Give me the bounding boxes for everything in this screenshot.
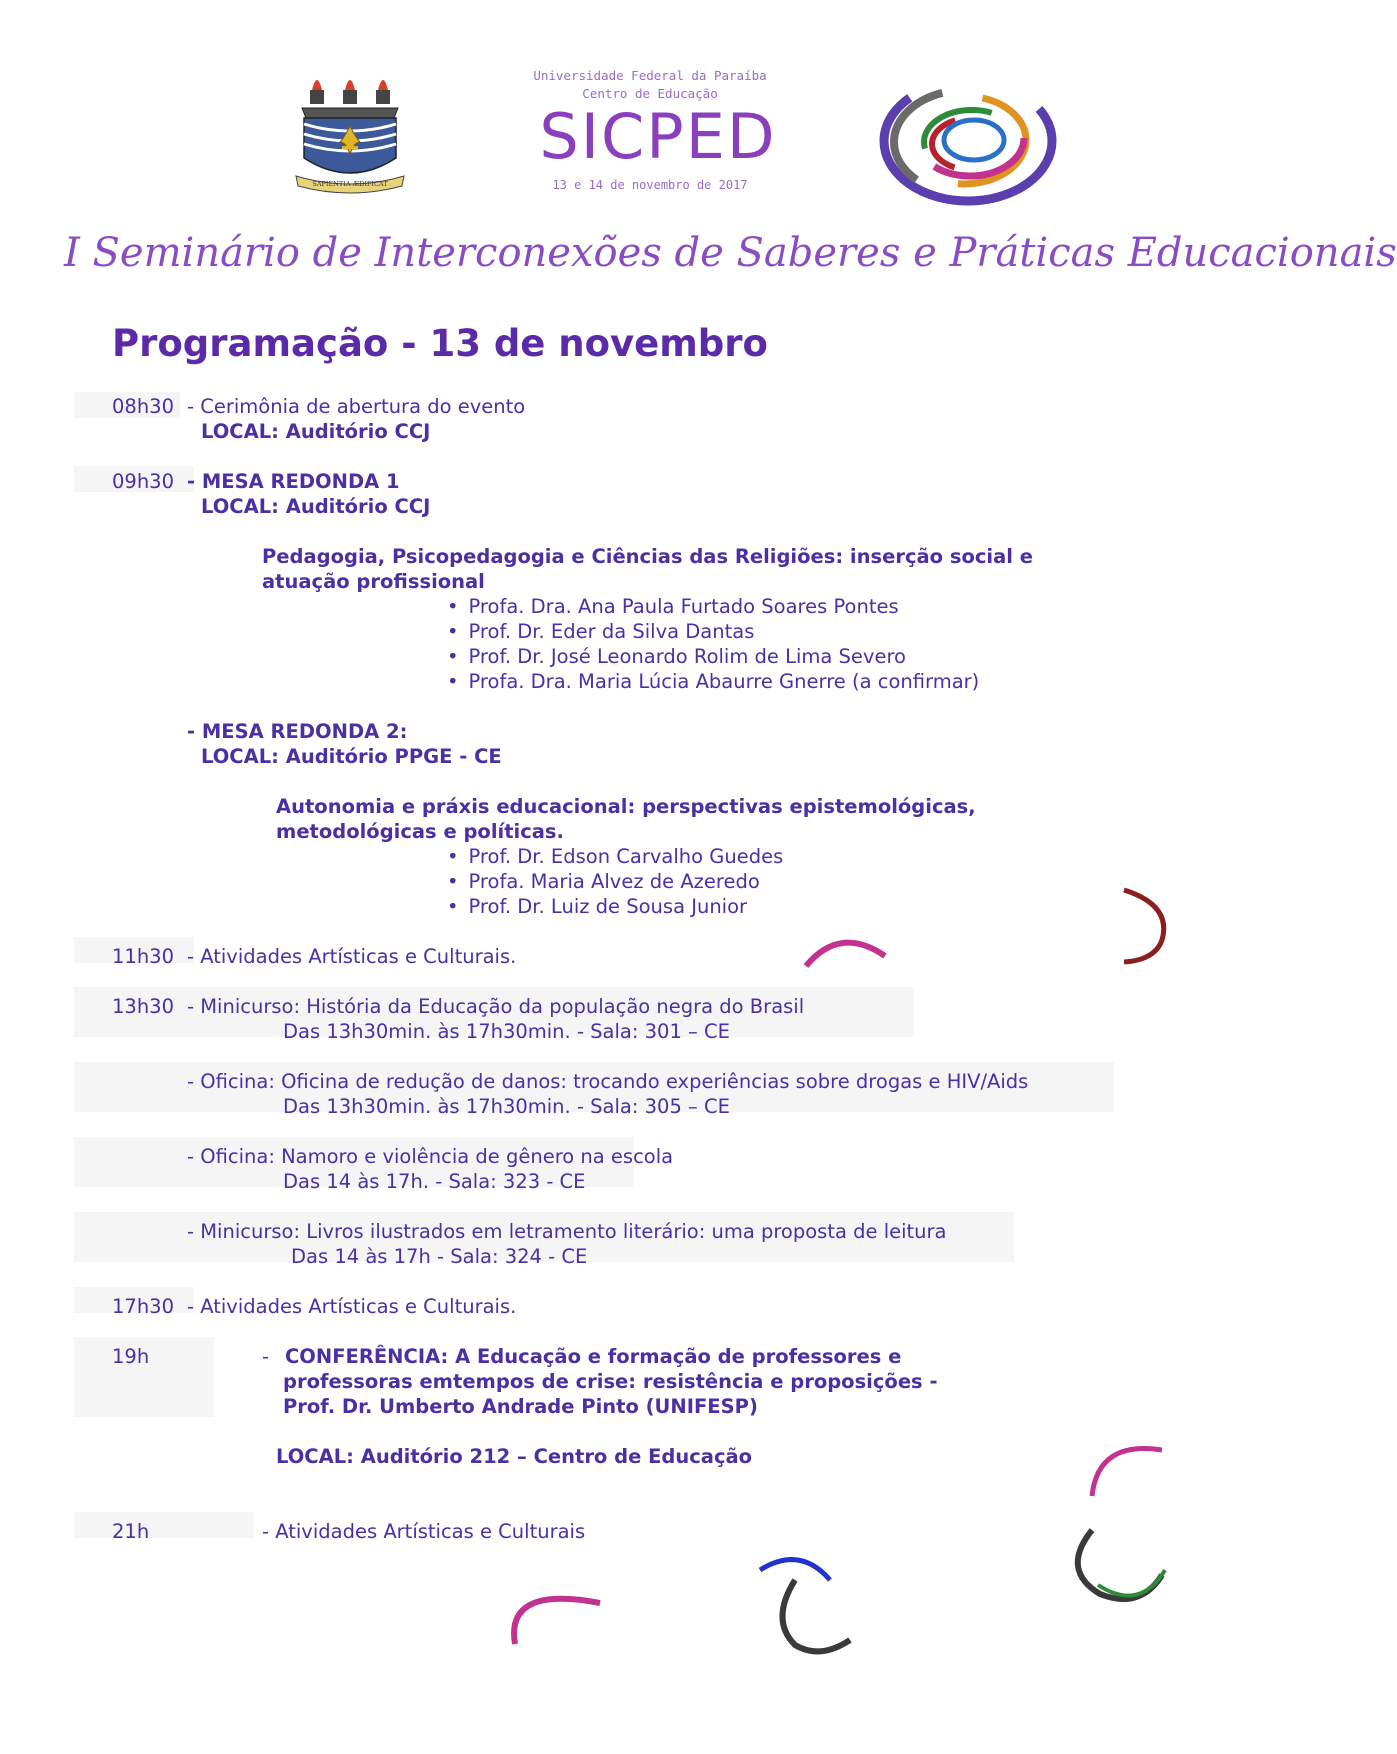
schedule-time: 13h30: [112, 995, 174, 1018]
round-table-theme: metodológicas e políticas.: [276, 820, 564, 843]
round-table-theme: Autonomia e práxis educacional: perspectivas epistemológicas,: [276, 795, 976, 818]
schedule-item: - Cerimônia de abertura do evento: [187, 395, 526, 418]
schedule-item: - Minicurso: História da Educação da população negra do Brasil: [187, 995, 805, 1018]
schedule-item: - Atividades Artísticas e Culturais.: [187, 1295, 517, 1318]
speaker-item: • Prof. Dr. Eder da Silva Dantas: [447, 619, 754, 644]
speaker-item: • Profa. Dra. Ana Paula Furtado Soares Pontes: [447, 594, 899, 619]
event-dates: 13 e 14 de novembro de 2017: [552, 178, 748, 192]
speaker-item: • Prof. Dr. Edson Carvalho Guedes: [447, 844, 783, 869]
conference-title: CONFERÊNCIA: A Educação e formação de professores e: [285, 1345, 902, 1368]
conference-title: professoras emtempos de crise: resistência e proposições -: [283, 1370, 938, 1393]
speaker-item: • Profa. Maria Alvez de Azeredo: [447, 869, 760, 894]
seminar-title: I Seminário de Interconexões de Saberes e Práticas Educacionais: [64, 230, 1397, 276]
seal-motto: SAPIENTIA ÆDIFICAT: [312, 180, 388, 188]
schedule-local: LOCAL: Auditório CCJ: [201, 495, 431, 518]
schedule-item: - MESA REDONDA 2:: [187, 720, 408, 743]
schedule-dash: -: [262, 1345, 270, 1368]
center-name: Centro de Educação: [582, 86, 718, 101]
conference-speaker: Prof. Dr. Umberto Andrade Pinto (UNIFESP): [283, 1395, 758, 1418]
schedule-detail: Das 13h30min. às 17h30min. - Sala: 301 – CE: [283, 1020, 730, 1043]
schedule-local: LOCAL: Auditório PPGE - CE: [201, 745, 502, 768]
schedule-item: - MESA REDONDA 1: [187, 470, 400, 493]
university-name: Universidade Federal da Paraíba: [533, 68, 767, 83]
schedule-detail: Das 14 às 17h. - Sala: 323 - CE: [283, 1170, 586, 1193]
schedule-item: - Oficina: Namoro e violência de gênero na escola: [187, 1145, 674, 1168]
speaker-item: • Prof. Dr. José Leonardo Rolim de Lima Severo: [447, 644, 906, 669]
speaker-item: • Prof. Dr. Luiz de Sousa Junior: [447, 894, 747, 919]
round-table-theme: atuação profissional: [262, 570, 485, 593]
schedule-item: - Oficina: Oficina de redução de danos: trocando experiências sobre drogas e HIV/Aids: [187, 1070, 1029, 1093]
page-title: Programação - 13 de novembro: [112, 322, 768, 365]
schedule-item: - Atividades Artísticas e Culturais: [262, 1520, 586, 1543]
round-table-theme: Pedagogia, Psicopedagogia e Ciências das Religiões: inserção social e: [262, 545, 1033, 568]
schedule-local: LOCAL: Auditório CCJ: [201, 420, 431, 443]
schedule-time: 09h30: [112, 470, 174, 493]
schedule-time: 19h: [112, 1345, 150, 1368]
schedule-time: 08h30: [112, 395, 174, 418]
schedule-local: LOCAL: Auditório 212 – Centro de Educação: [276, 1445, 753, 1468]
schedule-item: - Minicurso: Livros ilustrados em letramento literário: uma proposta de leitura: [187, 1220, 947, 1243]
schedule-time: 21h: [112, 1520, 150, 1543]
schedule-detail: Das 14 às 17h - Sala: 324 - CE: [291, 1245, 588, 1268]
schedule-time: 17h30: [112, 1295, 174, 1318]
speaker-item: • Profa. Dra. Maria Lúcia Abaurre Gnerre (a confirmar): [447, 669, 979, 694]
schedule-detail: Das 13h30min. às 17h30min. - Sala: 305 – CE: [283, 1095, 730, 1118]
schedule-item: - Atividades Artísticas e Culturais.: [187, 945, 517, 968]
schedule-time: 11h30: [112, 945, 174, 968]
sicped-logo-text: SICPED: [539, 100, 777, 173]
